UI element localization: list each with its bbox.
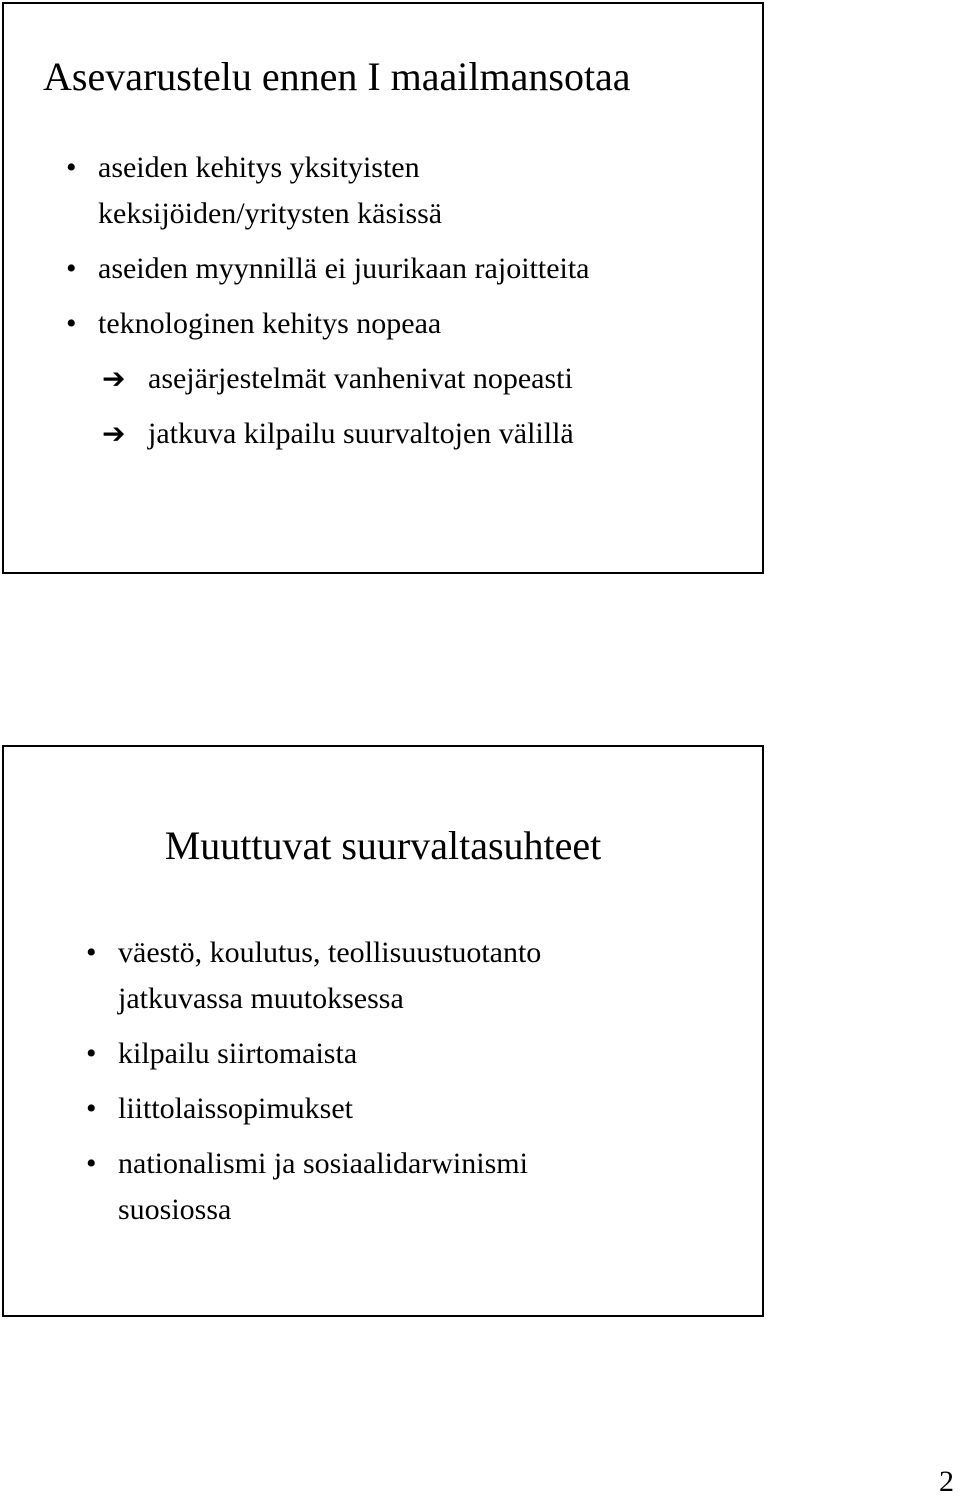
bullet-icon: • bbox=[86, 936, 97, 969]
bullet-list bbox=[86, 930, 541, 1242]
bullet-icon: • bbox=[66, 252, 77, 285]
slide-title: Asevarustelu ennen I maailmansotaa bbox=[43, 54, 631, 99]
sub-list-item bbox=[102, 411, 626, 457]
bullet-icon: • bbox=[66, 151, 77, 184]
list-item bbox=[86, 1086, 541, 1132]
list-item bbox=[86, 1141, 541, 1233]
bullet-text-continued: jatkuvassa muutoksessa bbox=[118, 982, 404, 1015]
arrow-right-icon: ➔ bbox=[102, 417, 126, 450]
bullet-icon: • bbox=[86, 1147, 97, 1180]
bullet-icon: • bbox=[66, 307, 77, 340]
list-item bbox=[86, 1031, 541, 1077]
slide-2 bbox=[2, 745, 764, 1317]
bullet-text: kilpailu siirtomaista bbox=[118, 1037, 358, 1070]
list-item bbox=[86, 930, 541, 1022]
sub-list-item bbox=[102, 356, 626, 402]
bullet-text: teknologinen kehitys nopeaa bbox=[98, 307, 442, 340]
bullet-text: aseiden myynnillä ei juurikaan rajoitteita bbox=[98, 252, 590, 285]
list-item bbox=[66, 301, 590, 347]
bullet-icon: • bbox=[86, 1037, 97, 1070]
page-number: 2 bbox=[939, 1465, 954, 1498]
slide-title: Muuttuvat suurvaltasuhteet bbox=[164, 823, 602, 868]
sub-item-text: jatkuva kilpailu suurvaltojen välillä bbox=[148, 417, 574, 450]
list-item bbox=[66, 246, 590, 292]
bullet-icon: • bbox=[86, 1092, 97, 1125]
bullet-text: nationalismi ja sosiaalidarwinismi bbox=[118, 1147, 528, 1180]
bullet-list bbox=[66, 145, 590, 466]
bullet-text-continued: keksijöiden/yritysten käsissä bbox=[98, 197, 443, 230]
arrow-right-icon: ➔ bbox=[102, 362, 126, 395]
sub-item-text: asejärjestelmät vanhenivat nopeasti bbox=[148, 362, 573, 395]
bullet-text: liittolaissopimukset bbox=[118, 1092, 354, 1125]
bullet-text: väestö, koulutus, teollisuustuotanto bbox=[118, 936, 542, 969]
list-item bbox=[66, 145, 590, 237]
bullet-text: aseiden kehitys yksityisten bbox=[98, 151, 420, 184]
bullet-text-continued: suosiossa bbox=[118, 1193, 232, 1226]
slide-1 bbox=[2, 2, 764, 574]
